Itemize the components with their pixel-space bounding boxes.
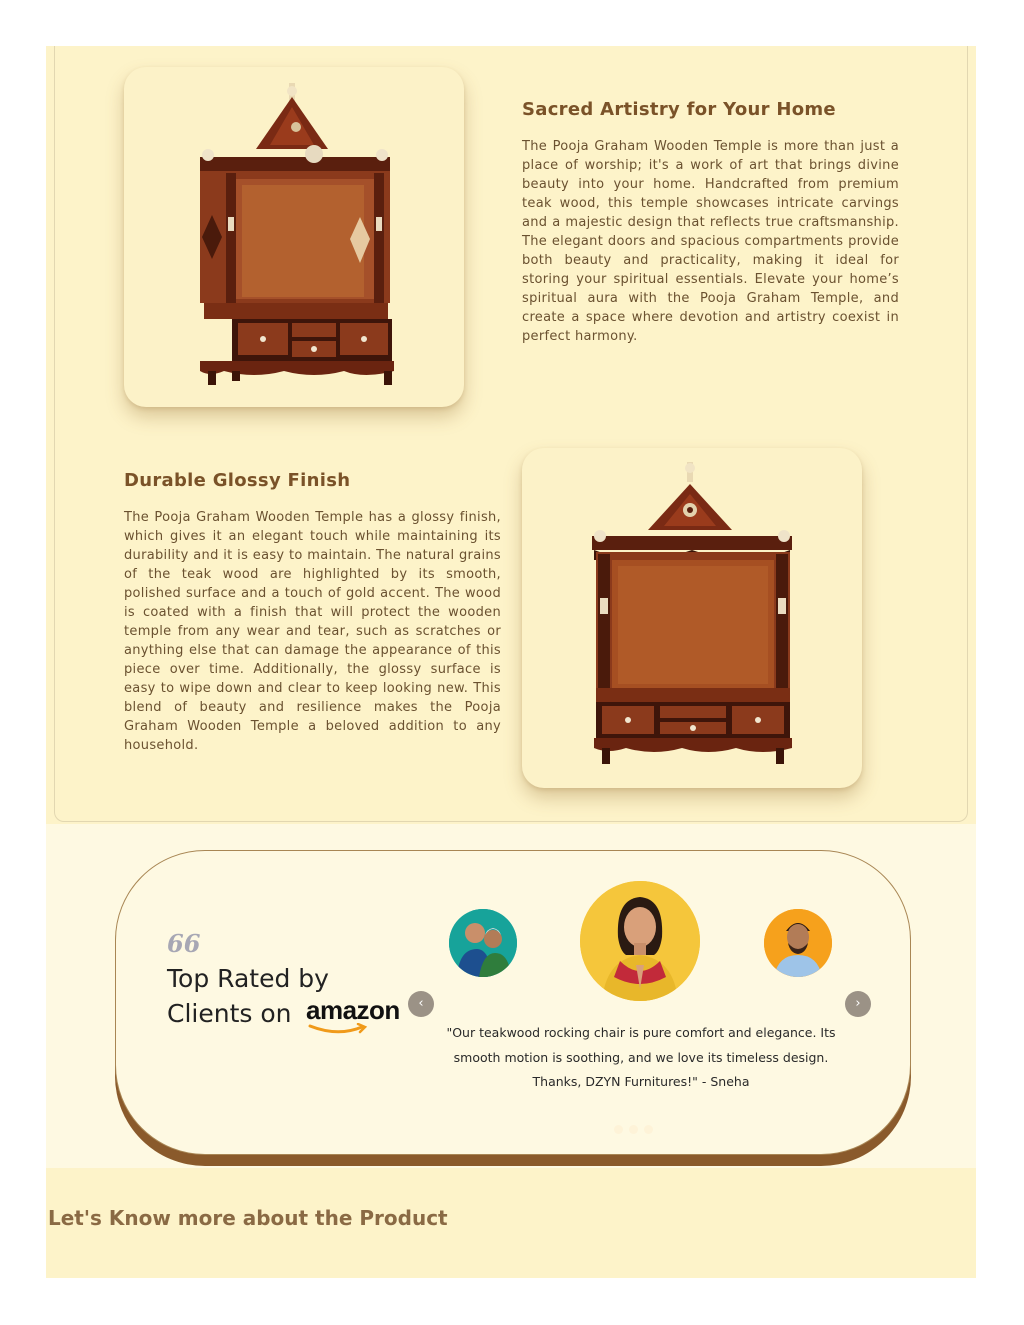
top-rated-line-1: Top Rated by xyxy=(167,964,329,993)
feature-title-glossy-finish: Durable Glossy Finish xyxy=(124,470,351,491)
wooden-temple-illustration xyxy=(522,448,862,788)
carousel-dots xyxy=(614,1119,659,1138)
features-panel xyxy=(46,46,976,824)
product-info-heading: Let's Know more about the Product xyxy=(48,1206,448,1230)
carousel-dot-2[interactable] xyxy=(629,1125,638,1134)
woman-namaste-photo-icon xyxy=(580,881,700,1001)
feature-text-glossy-finish: The Pooja Graham Wooden Temple has a glossy finish, which gives it an elegant touch while maintaining its durability and it is easy to maintain. The natural grains of the teak wood are highlighted by its smooth, polished surface and a touch of gold accent. The wood is coated with a finish that will protect the wooden temple from any wear and tear, such as scratches or anything else that can damage the appearance of this piece over time. Additionally, the glossy surface is easy to wipe down and clear to keep looking new. This blend of beauty and resilience makes the Pooja Graham Wooden Temple a beloved addition to any household. xyxy=(124,510,501,753)
product-info-section xyxy=(46,1168,976,1278)
carousel-dot-3[interactable] xyxy=(644,1125,653,1134)
temple-image-front xyxy=(124,67,464,407)
amazon-logo: amazon xyxy=(306,995,400,1025)
top-rated-heading xyxy=(167,961,329,1031)
customer-avatar-man[interactable] xyxy=(764,909,832,977)
top-rated-line-2: Clients on xyxy=(167,999,292,1028)
page-content xyxy=(46,46,976,1278)
carousel-dot-1[interactable] xyxy=(614,1125,623,1134)
couple-photo-icon xyxy=(449,909,517,977)
temple-image-open xyxy=(522,448,862,788)
feature-text-sacred-artistry: The Pooja Graham Wooden Temple is more than just a place of worship; it's a work of art that brings divine beauty into your home. Handcrafted from premium teak wood, this temple showcases intricate carvings and a majestic design that reflects true craftsmanship. The elegant doors and spacious compartments provide both beauty and practicality, making it ideal for storing your spiritual essentials. Elevate your home’s spiritual aura with the Pooja Graham Temple, and create a space where devotion and artistry coexist in perfect harmony. xyxy=(522,139,899,344)
testimonial-card xyxy=(115,850,911,1155)
testimonial-quote: "Our teakwood rocking chair is pure comfort and elegance. Its smooth motion is soothing, and we love its timeless design. Thanks, DZYN Furnitures!" - Sneha xyxy=(446,1025,836,1089)
testimonials-section xyxy=(46,824,976,1168)
feature-title-sacred-artistry: Sacred Artistry for Your Home xyxy=(522,99,836,120)
carousel-next-button[interactable]: › xyxy=(845,991,871,1017)
wooden-temple-illustration xyxy=(124,67,464,407)
carousel-prev-button[interactable]: ‹ xyxy=(408,991,434,1017)
customer-avatar-sneha[interactable] xyxy=(580,881,700,1001)
quote-mark: 66 xyxy=(167,929,201,958)
amazon-smile-icon xyxy=(308,1023,370,1037)
customer-avatar-couple[interactable] xyxy=(449,909,517,977)
man-photo-icon xyxy=(764,909,832,977)
